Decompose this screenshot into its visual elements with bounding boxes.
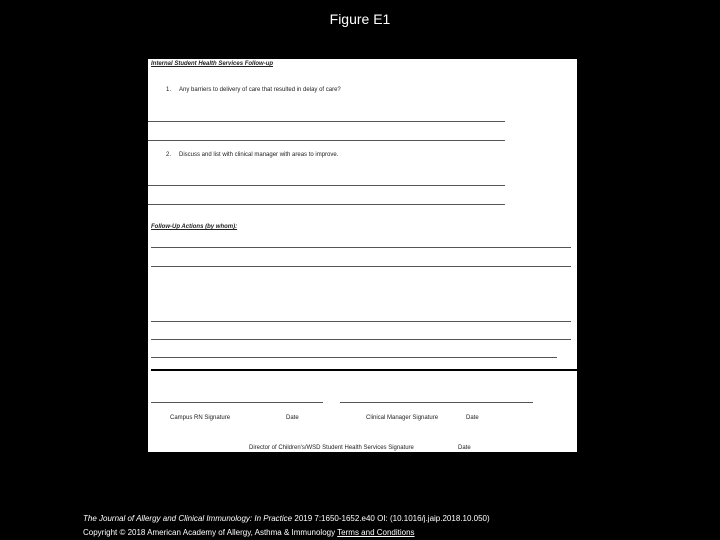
date-label: Date <box>458 445 471 451</box>
date-label: Date <box>466 415 479 421</box>
section-divider <box>151 369 577 371</box>
followup-line <box>151 247 571 248</box>
followup-line <box>151 321 571 322</box>
form-document <box>148 59 577 452</box>
terms-link[interactable]: Terms and Conditions <box>337 528 415 537</box>
campus-rn-signature-label: Campus RN Signature <box>170 415 231 421</box>
form-heading: Internal Student Health Services Follow-up <box>151 61 274 67</box>
question-1-number: 1. <box>166 87 172 93</box>
answer-line <box>148 140 505 141</box>
journal-name: The Journal of Allergy and Clinical Immunology: In Practice <box>83 514 293 523</box>
question-1-text: Any barriers to delivery of care that resulted in delay of care? <box>179 87 341 93</box>
followup-heading: Follow-Up Actions (by whom): <box>151 224 238 230</box>
copyright-footer <box>83 528 415 537</box>
question-2-number: 2. <box>166 152 172 158</box>
followup-line <box>151 339 571 340</box>
signature-line <box>151 402 323 403</box>
answer-line <box>148 121 505 122</box>
copyright-text: Copyright © 2018 American Academy of Allergy, Asthma & Immunology <box>83 528 338 537</box>
answer-line <box>148 185 505 186</box>
answer-line <box>148 204 505 205</box>
signature-line <box>340 402 533 403</box>
followup-line <box>151 266 571 267</box>
followup-line <box>151 357 557 358</box>
director-signature-label: Director of Children's/WSD Student Health Services Signature <box>249 445 414 451</box>
question-2-text: Discuss and list with clinical manager with areas to improve. <box>179 152 339 158</box>
clinical-manager-signature-label: Clinical Manager Signature <box>366 415 439 421</box>
date-label: Date <box>286 415 299 421</box>
figure-title: Figure E1 <box>329 11 391 27</box>
citation-footer <box>83 514 490 523</box>
citation-text: 2019 7:1650-1652.e40 OI: (10.1016/j.jaip.2018.10.050) <box>292 514 490 523</box>
